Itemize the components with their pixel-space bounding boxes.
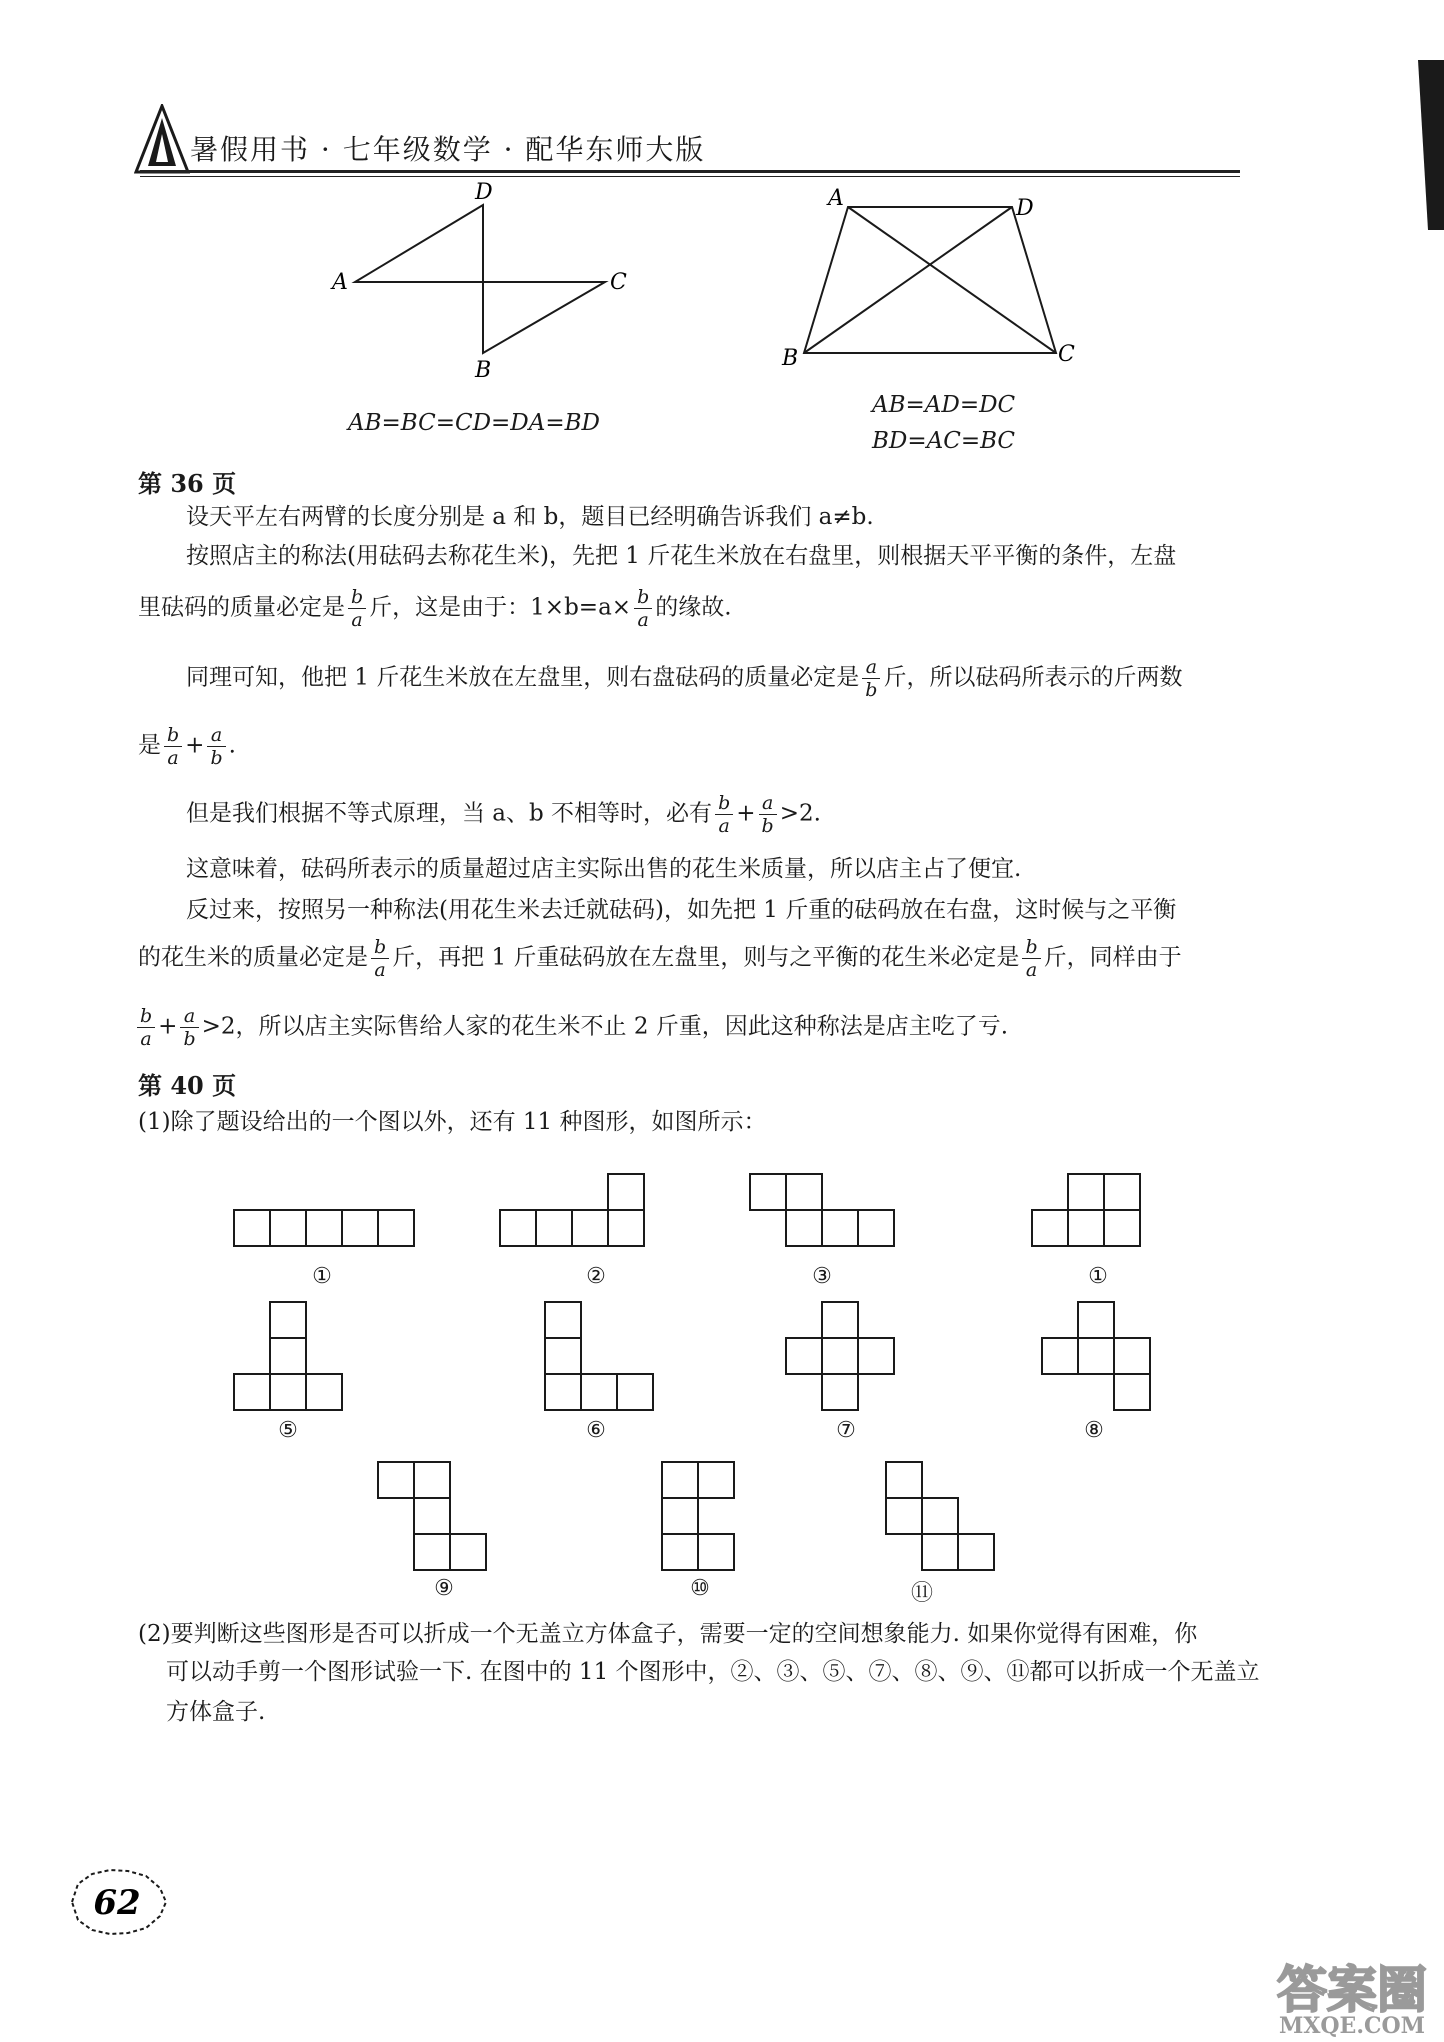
section-heading-p40: 第 40 页 <box>138 1071 237 1100</box>
p36-line-10 <box>134 1005 1008 1050</box>
trapezoid-label-d: D <box>1016 196 1034 221</box>
p36-line-4a: 同理可知，他把 1 斤花生米放在左盘里，则右盘砝码的质量必定是 <box>186 664 860 691</box>
p36-line-3b: 斤，这是由于：1×b=a× <box>369 594 632 621</box>
net-label: ⑧ <box>1084 1418 1104 1443</box>
fraction-b-over-a: $\frac{b}{a}$ <box>1022 936 1040 981</box>
page-number: 62 <box>93 1883 141 1923</box>
p36-line-9c: 斤，同样由于 <box>1043 944 1182 971</box>
cube-nets-figure <box>0 1150 1444 1610</box>
p36-line-4 <box>186 656 1182 701</box>
fraction-a-over-b: $\frac{a}{b}$ <box>207 724 225 769</box>
p36-line-8: 反过来，按照另一种称法(用花生米去迁就砝码)，如先把 1 斤重的砝码放在右盘，这时候与之平衡 <box>186 897 1177 923</box>
rhombus-label-b: B <box>475 358 492 383</box>
p36-line-4b: 斤，所以砝码所表示的斤两数 <box>883 664 1183 691</box>
book-logo-icon <box>134 104 190 176</box>
fraction-a-over-b: $\frac{a}{b}$ <box>862 656 880 701</box>
fraction-b-over-a: $\frac{b}{a}$ <box>348 586 366 631</box>
p36-line-10b: >2，所以店主实际售给人家的花生米不止 2 斤重，因此这种称法是店主吃了亏. <box>201 1013 1009 1040</box>
header-divider <box>140 170 1240 173</box>
p36-line-9a: 的花生米的质量必定是 <box>138 944 368 971</box>
net-label: ⑩ <box>690 1576 710 1601</box>
rhombus-label-a: A <box>332 270 348 295</box>
p36-line-2: 按照店主的称法(用砝码去称花生米)，先把 1 斤花生米放在右盘里，则根据天平平衡的条件，左盘 <box>186 543 1177 569</box>
trapezoid-caption-1: AB=AD=DC <box>872 392 1016 418</box>
net-label: ① <box>1088 1264 1108 1289</box>
fraction-b-over-a: $\frac{b}{a}$ <box>137 1005 155 1050</box>
fraction-b-over-a: $\frac{b}{a}$ <box>715 792 733 837</box>
fraction-a-over-b: $\frac{a}{b}$ <box>759 792 777 837</box>
net-label: ⑨ <box>434 1576 454 1601</box>
p36-line-7: 这意味着，砝码所表示的质量超过店主实际出售的花生米质量，所以店主占了便宜. <box>186 856 1022 882</box>
p36-line-6a: 但是我们根据不等式原理，当 a、b 不相等时，必有 <box>186 800 713 827</box>
p36-line-6 <box>186 792 821 837</box>
p36-line-3 <box>138 586 732 631</box>
p36-line-5c: . <box>228 732 236 759</box>
p36-line-5b: + <box>185 732 205 759</box>
fraction-b-over-a: $\frac{b}{a}$ <box>634 586 652 631</box>
p36-line-5a: 是 <box>138 732 161 759</box>
p36-line-6c: >2. <box>779 800 821 827</box>
watermark-logo <box>1262 1955 1442 2037</box>
net-label: ③ <box>812 1264 832 1289</box>
p36-line-3a: 里砝码的质量必定是 <box>138 594 345 621</box>
p36-line-5 <box>138 724 236 769</box>
header-title: 暑假用书 · 七年级数学 · 配华东师大版 <box>190 133 706 166</box>
p36-line-9b: 斤，再把 1 斤重砝码放在左盘里，则与之平衡的花生米必定是 <box>392 944 1020 971</box>
fraction-b-over-a: $\frac{b}{a}$ <box>371 936 389 981</box>
section-heading-p36: 第 36 页 <box>138 469 237 498</box>
trapezoid-label-a: A <box>828 186 844 211</box>
p36-line-6b: + <box>736 800 756 827</box>
fraction-b-over-a: $\frac{b}{a}$ <box>164 724 182 769</box>
page-number-badge <box>62 1862 172 1942</box>
p36-line-9 <box>138 936 1182 981</box>
p36-line-1: 设天平左右两臂的长度分别是 a 和 b，题目已经明确告诉我们 a≠b. <box>186 504 874 530</box>
trapezoid-figure <box>770 185 1090 375</box>
trapezoid-caption-2: BD=AC=BC <box>872 428 1016 454</box>
p40-intro: (1)除了题设给出的一个图以外，还有 11 种图形，如图所示： <box>138 1109 767 1135</box>
net-label: ⑦ <box>836 1418 856 1443</box>
net-label: ② <box>586 1264 606 1289</box>
net-label: ⑥ <box>586 1418 606 1443</box>
trapezoid-label-c: C <box>1058 342 1075 367</box>
p36-line-10a: + <box>158 1013 178 1040</box>
p40-q2-line-1: (2)要判断这些图形是否可以折成一个无盖立方体盒子，需要一定的空间想象能力. 如果你觉得有困难，你 <box>138 1621 1198 1647</box>
rhombus-label-d: D <box>475 180 493 205</box>
net-label: ⑤ <box>278 1418 298 1443</box>
rhombus-caption: AB=BC=CD=DA=BD <box>348 410 600 436</box>
p40-q2-line-2: 可以动手剪一个图形试验一下. 在图中的 11 个图形中，②、③、⑤、⑦、⑧、⑨、⑪都可以折成一个无盖立 <box>166 1659 1260 1685</box>
rhombus-label-c: C <box>610 270 627 295</box>
header-divider-thin <box>140 176 1240 177</box>
p40-q2-line-3: 方体盒子. <box>166 1699 266 1725</box>
watermark-small: MXQE.COM <box>1278 2013 1426 2037</box>
watermark-big: 答案圈 <box>1277 1960 1427 2019</box>
net-label: ① <box>312 1264 332 1289</box>
fraction-a-over-b: $\frac{a}{b}$ <box>180 1005 198 1050</box>
p36-line-3c: 的缘故. <box>655 594 732 621</box>
net-label: ⑪ <box>910 1581 933 1606</box>
rhombus-figure <box>320 175 660 385</box>
trapezoid-label-b: B <box>782 346 799 371</box>
page-edge-mark <box>1408 60 1444 230</box>
